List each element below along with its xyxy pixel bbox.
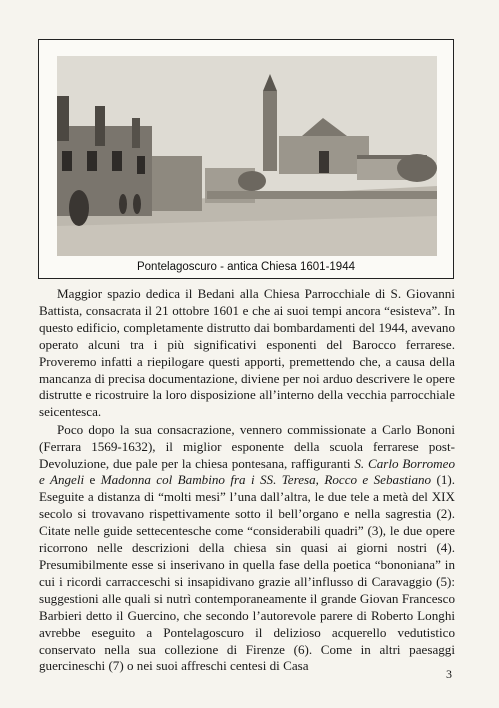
paragraph-2 [39, 422, 455, 676]
paragraph-1 [39, 286, 455, 421]
artwork-title: Madonna col Bambino fra i SS. Teresa, Rocco e Sebastiano [100, 472, 432, 488]
body-text [39, 286, 455, 675]
paragraph-2-text: Poco dopo la sua consacrazione, vennero commissionate a Carlo Bononi (Ferrara 1569-1632), il miglior esponente della scuola ferrarese post-Devoluzione, due pale per la chiesa pontesana, raffiguranti [39, 421, 455, 471]
paragraph-2-text: e [84, 472, 101, 488]
paragraph-1-text: Maggior spazio dedica il Bedani alla Chiesa Parrocchiale di S. Giovanni Battista, consacrata il 21 ottobre 1601 e che ai suoi tempi ancora “esisteva”. In questo edificio, completamente distrutto dai bombardamenti del 1944, avevano operato alcuni tra i più significativi esponenti del Barocco ferrarese. Proveremo infatti a riepilogare questi apporti, premettendo che, a causa della mancanza di precisa documentazione, diviene per noi arduo descrivere le opere distrutte e ricostruire la loro disposizione all’interno della vecchia parrocchiale seicentesca. [39, 286, 455, 420]
page-number: 3 [446, 667, 452, 681]
artwork-title: S. Carlo Borromeo e Angeli [39, 455, 455, 488]
figure-caption: Pontelagoscuro - antica Chiesa 1601-1944 [136, 261, 355, 273]
old-church-photo [57, 56, 437, 256]
paragraph-2-text: (1). Eseguite a distanza di “molti mesi” l’una dall’altra, le due tele a metà del XIX secolo si trovavano rispettivamente sotto il bell’organo e nella sagrestia (2). Citate nelle guide settecentesche come “considerabili quadri” (3), le due opere ricorrono nelle descrizioni della chiesa sin quasi ai giorni nostri (4). Presumibilmente esse si inserivano in quella fase della poetica “bononiana” in cui i ricordi carracceschi si insapidivano grazie all’influsso di Caravaggio (5): suggestioni alle quali si nutrì contemporaneamente il grande Giovan Francesco Barbieri detto il Guercino, che secondo l’autorevole parere di Roberto Longhi avrebbe eseguito a Pontelagoscuro il delizioso acquerello vedutistico conservato nella sua collezione di Firenze (6). Come in altri paesaggi guercineschi (7) o nei suoi affreschi centesi di Casa [39, 472, 456, 674]
figure-frame [38, 39, 454, 279]
old-church-photo-icon [57, 56, 437, 256]
